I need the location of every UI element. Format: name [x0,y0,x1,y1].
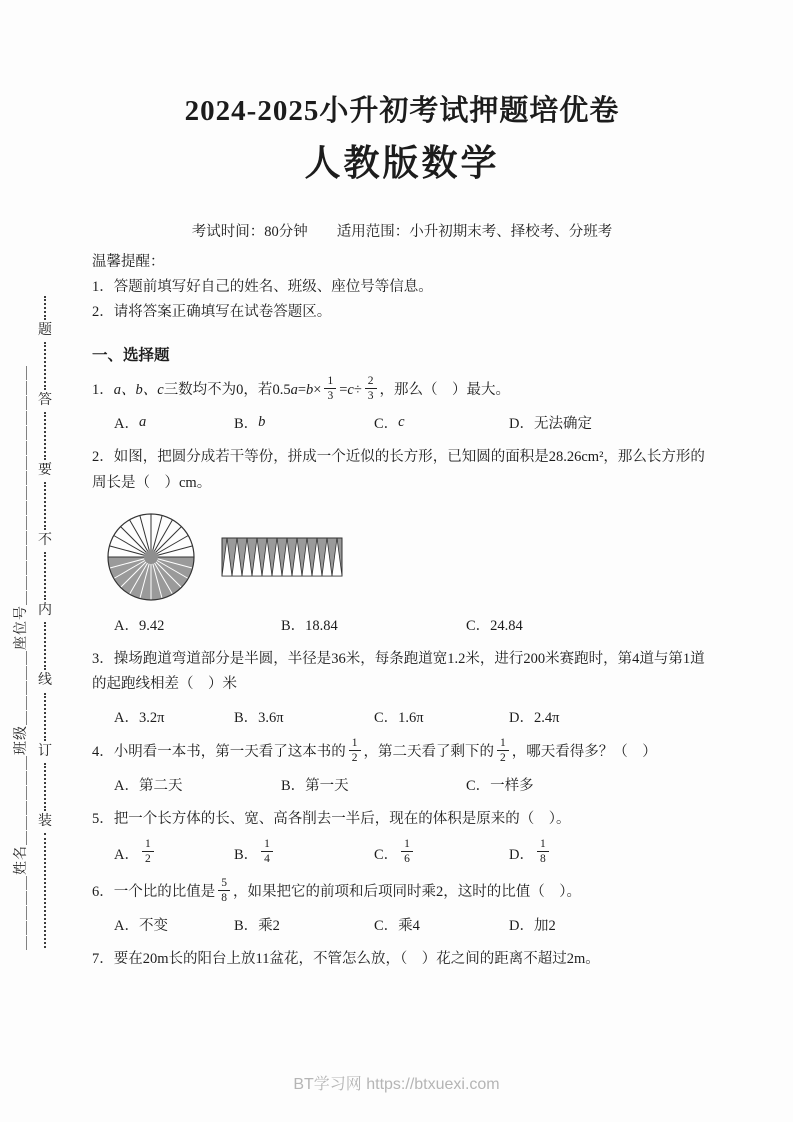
binding-dotted-line [44,833,46,948]
fraction-five-eighths [218,877,230,904]
denominator: 2 [500,751,506,764]
q4-option-b: B．第一天 [281,777,349,794]
multiply-sign: × [313,381,322,398]
q6-text: 6．一个比的比值是 [92,884,216,901]
numerator: 1 [142,838,154,852]
option-label: B． [234,847,259,864]
circle-divided-into-sectors-figure [106,512,196,602]
q6-option-d: D．加2 [509,918,556,935]
binding-dotted-line [44,763,46,811]
q6-text-end: ，如果把它的前项和后项同时乘2，这时的比值（ ）。 [233,884,581,901]
binding-dotted-line [44,412,46,460]
binding-line-column [36,296,54,948]
q4-text-end: ，哪天看得多？（ ） [511,743,657,760]
rearranged-rectangle-figure [220,537,344,577]
binding-char: 要 [38,463,52,479]
numerator: 1 [261,838,273,852]
fraction-one-third [324,375,336,402]
q2-option-a: A．9.42 [114,617,165,634]
denominator: 6 [404,853,410,866]
question-3: 3．操场跑道弯道部分是半圆，半径是36米，每条跑道宽1.2米，进行200米赛跑时，第4道与第1道的起跑线相差（ ）米 [92,650,705,693]
question-2: 2．如图，把圆分成若干等份，拼成一个近似的长方形，已知圆的面积是28.26cm²，那么长方形的周长是（ ）cm。 [92,449,705,491]
q3-option-b: B．3.6π [234,709,284,726]
question-4 [92,736,712,766]
binding-dotted-line [44,296,46,320]
question-5: 5．把一个长方体的长、宽、高各削去一半后，现在的体积是原来的（ ）。 [92,810,571,827]
fraction-one-half [497,737,509,764]
binding-char: 答 [38,393,52,409]
binding-dotted-line [44,482,46,530]
numerator: 1 [349,737,361,751]
option-value: b [258,414,266,431]
option-label: A． [114,416,139,433]
q4-text: ，第二天看了剩下的 [363,743,494,760]
denominator: 8 [221,892,227,905]
exam-content [92,88,712,973]
binding-char: 不 [38,533,52,549]
equals-sign: = [297,381,306,398]
option-label: B． [234,416,259,433]
q5-options [114,840,712,867]
denominator: 3 [367,390,374,403]
q5-option-a [114,840,234,867]
divide-sign: ÷ [353,381,362,398]
binding-dotted-line [44,693,46,741]
notice-item-1: 1．答题前填写好自己的姓名、班级、座位号等信息。 [92,279,433,295]
option-value: c [398,414,405,431]
q1-variables: a、b、c [113,381,164,398]
option-label: C． [374,416,399,433]
q5-option-b [234,840,374,867]
q6-options [114,914,712,935]
denominator: 8 [539,853,546,866]
question-1 [92,377,712,404]
q1-number: 1． [92,381,114,398]
binding-char: 线 [38,673,52,689]
q4-options [114,774,712,795]
binding-char: 装 [38,813,52,829]
fraction-one-sixth [401,838,413,865]
q2-figure [106,508,712,606]
q4-option-c: C．一样多 [466,777,534,794]
q3-options [114,706,712,727]
notice-title: 温馨提醒： [92,254,165,270]
numerator: 2 [365,375,377,389]
q2-option-b: B．18.84 [281,617,338,634]
denominator: 2 [144,853,151,866]
option-label: D． [509,847,534,864]
section-title-multiple-choice: 一、选择题 [92,347,170,364]
binding-dotted-line [44,552,46,600]
q4-option-a: A．第二天 [114,777,183,794]
question-7: 7．要在20m长的阳台上放11盆花，不管怎么放，（ ）花之间的距离不超过2m。 [92,951,600,968]
fraction-one-fourth [261,838,273,865]
q1-options [114,412,712,433]
q2-options [114,614,712,635]
q3-option-a: A．3.2π [114,709,165,726]
fraction-one-eighth [537,838,549,865]
exam-title: 2024-2025小升初考试押题培优卷 [184,95,620,127]
q3-option-d: D．2.4π [509,709,560,726]
numerator: 5 [218,877,230,891]
q6-option-a: A．不变 [114,918,168,935]
q1-var-a: a [290,381,298,398]
option-label: C． [374,847,399,864]
option-value: a [138,414,147,431]
binding-char: 题 [38,323,52,338]
q1-text-end: ，那么（ ）最大。 [379,381,511,398]
q1-var-c: c [347,381,354,398]
q1-var-b: b [306,381,314,398]
notice-item-2: 2．请将答案正确填写在试卷答题区。 [92,304,332,320]
option-label: A． [114,847,139,864]
site-watermark: BT学习网 https://btxuexi.com [293,1076,500,1093]
binding-dotted-line [44,622,46,670]
q3-option-c: C．1.6π [374,709,424,726]
q2-option-c: C．24.84 [466,617,523,634]
q1-text: 三数均不为0，若 [163,381,273,398]
equals-sign: = [339,381,348,398]
q1-option-c [374,412,509,433]
fraction-one-half [349,737,361,764]
binding-char: 内 [38,603,52,619]
numerator: 1 [401,838,413,852]
q4-text: 4．小明看一本书，第一天看了这本书的 [92,743,346,760]
question-6 [92,879,712,906]
q5-option-d [509,840,552,867]
fraction-one-half [142,838,154,865]
q1-coefficient: 0.5 [272,381,291,398]
numerator: 1 [497,737,509,751]
numerator: 1 [324,375,336,389]
exam-info-line: 考试时间：80分钟 适用范围：小升初期末考、择校考、分班考 [191,224,613,240]
binding-char: 订 [38,743,52,759]
numerator: 1 [537,838,549,852]
q1-option-d: D．无法确定 [509,416,592,433]
q6-option-c: C．乘4 [374,918,420,935]
exam-subtitle: 人教版数学 [304,143,500,183]
q5-option-c [374,840,509,867]
binding-dotted-line [44,342,46,390]
fraction-two-thirds [365,375,377,402]
student-info-fields: ＿＿＿＿＿姓名＿＿＿＿＿＿班级＿＿＿＿＿座位号＿＿＿＿＿＿＿＿＿＿＿＿＿＿＿＿ [14,365,29,950]
denominator: 3 [327,390,334,403]
denominator: 2 [351,751,358,764]
denominator: 4 [264,853,270,866]
q6-option-b: B．乘2 [234,918,280,935]
q1-option-a [114,412,234,433]
q1-option-b [234,412,374,433]
